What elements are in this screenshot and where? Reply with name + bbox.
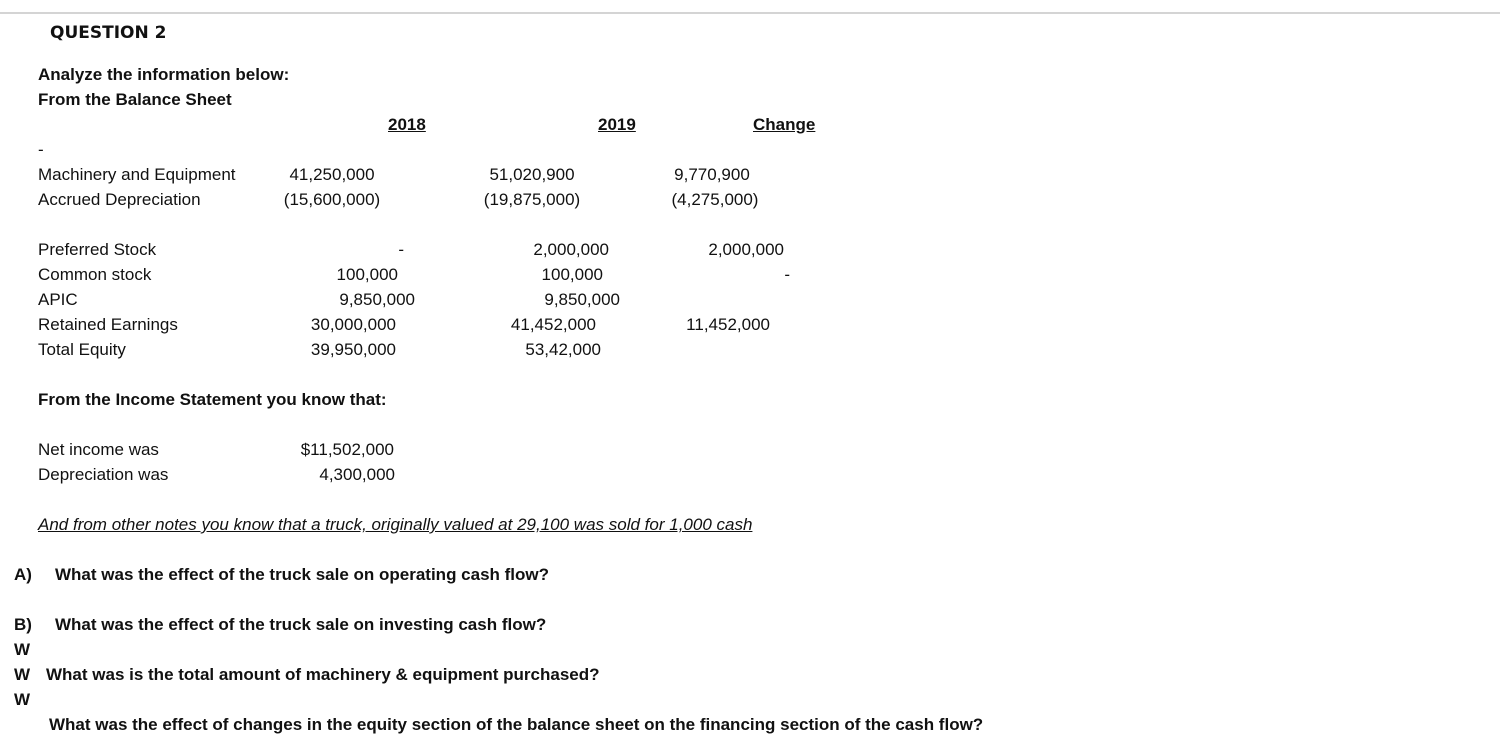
- stray-w-3: W: [14, 690, 31, 709]
- cell-2019-machinery: 51,020,900: [489, 165, 575, 184]
- cell-2019-accrued-depreciation: (19,875,000): [483, 190, 581, 209]
- cell-change-retained-earnings: 11,452,000: [686, 315, 770, 334]
- cell-2018-apic: 9,850,000: [339, 290, 415, 309]
- header-change: Change: [753, 115, 816, 134]
- stray-w-2: W: [14, 665, 31, 684]
- income-value-depreciation: 4,300,000: [319, 465, 395, 484]
- intro-line-1: Analyze the information below:: [38, 65, 290, 84]
- cell-2018-retained-earnings: 30,000,000: [310, 315, 396, 334]
- income-value-net-income: $11,502,000: [300, 440, 394, 459]
- cell-change-accrued-depreciation: (4,275,000): [671, 190, 759, 209]
- cell-2019-preferred-stock: 2,000,000: [533, 240, 609, 259]
- cell-2018-preferred-stock: -: [398, 240, 404, 259]
- row-label-accrued-depreciation: Accrued Depreciation: [38, 190, 201, 209]
- cell-change-preferred-stock: 2,000,000: [708, 240, 784, 259]
- row-label-common-stock: Common stock: [38, 265, 152, 284]
- cell-change-machinery: 9,770,900: [674, 165, 750, 184]
- cell-2018-accrued-depreciation: (15,600,000): [283, 190, 381, 209]
- intro-line-2: From the Balance Sheet: [38, 90, 232, 109]
- cell-2018-common-stock: 100,000: [336, 265, 398, 284]
- question-a-marker: A): [14, 565, 32, 584]
- income-statement-heading: From the Income Statement you know that:: [38, 390, 387, 409]
- stray-dash: -: [38, 140, 44, 159]
- question-a-text: What was the effect of the truck sale on operating cash flow?: [55, 565, 550, 584]
- cell-2018-total-equity: 39,950,000: [310, 340, 396, 359]
- question-c-text: What was is the total amount of machinery & equipment purchased?: [46, 665, 600, 684]
- question-b-text: What was the effect of the truck sale on investing cash flow?: [55, 615, 547, 634]
- row-label-apic: APIC: [38, 290, 78, 309]
- cell-2019-total-equity: 53,42,000: [525, 340, 601, 359]
- question-title: QUESTION 2: [50, 23, 167, 43]
- cell-2019-apic: 9,850,000: [544, 290, 620, 309]
- income-label-net-income: Net income was: [38, 440, 159, 459]
- income-label-depreciation: Depreciation was: [38, 465, 169, 484]
- truck-sale-note: And from other notes you know that a truck, originally valued at 29,100 was sold for 1,000 cash: [38, 515, 753, 534]
- stray-w-1: W: [14, 640, 31, 659]
- question-d-text: What was the effect of changes in the equity section of the balance sheet on the financing section of the cash flow?: [49, 715, 984, 734]
- row-label-retained-earnings: Retained Earnings: [38, 315, 178, 334]
- cell-2019-common-stock: 100,000: [541, 265, 603, 284]
- question-b-marker: B): [14, 615, 32, 634]
- cell-2019-retained-earnings: 41,452,000: [510, 315, 596, 334]
- top-divider: [0, 12, 1500, 14]
- header-2018: 2018: [388, 115, 426, 134]
- cell-change-common-stock: -: [784, 265, 790, 284]
- row-label-preferred-stock: Preferred Stock: [38, 240, 157, 259]
- row-label-machinery: Machinery and Equipment: [38, 165, 236, 184]
- row-label-total-equity: Total Equity: [38, 340, 126, 359]
- header-2019: 2019: [598, 115, 636, 134]
- cell-2018-machinery: 41,250,000: [289, 165, 375, 184]
